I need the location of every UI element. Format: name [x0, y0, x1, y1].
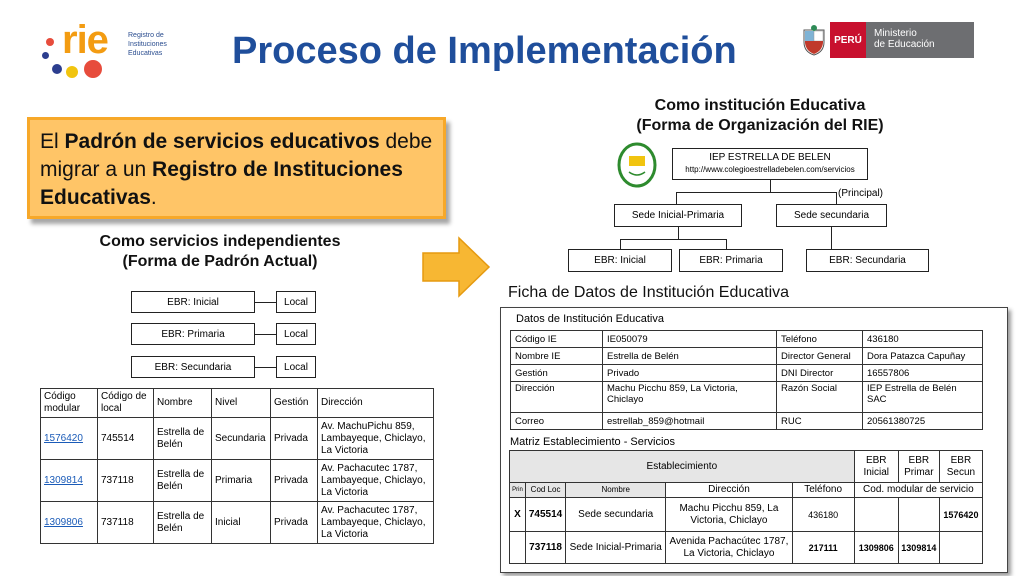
table-cell: 1309806 [854, 532, 898, 564]
table-cell: X [510, 498, 526, 532]
field-label: Director General [777, 348, 863, 365]
connector-line [836, 192, 837, 204]
table-cell: Estrella de Belén [154, 418, 212, 460]
sede-inicial-primaria-box: Sede Inicial-Primaria [614, 204, 742, 227]
table-cell: Sede Inicial-Primaria [566, 532, 666, 564]
org-root-url: http://www.colegioestrelladebelen.com/servicios [685, 165, 855, 174]
table-row [511, 331, 983, 348]
field-label: Nombre IE [511, 348, 603, 365]
column-header: Nombre [566, 483, 666, 498]
table-cell: 737118 [526, 532, 566, 564]
column-header: Cod Loc [526, 483, 566, 498]
column-header: Gestión [271, 389, 318, 418]
field-value: IE050079 [603, 331, 777, 348]
left-heading: Como servicios independientes (Forma de Padrón Actual) [99, 233, 341, 270]
service-box-primaria: EBR: Primaria [131, 323, 255, 345]
callout-box: El Padrón de servicios educativos debe migrar a un Registro de Instituciones Educativas. [27, 117, 446, 219]
column-header: Dirección [318, 389, 434, 418]
level-box-primaria: EBR: Primaria [679, 249, 783, 272]
table-row [510, 532, 983, 564]
table-row [510, 498, 983, 532]
datos-ie-table [510, 330, 983, 430]
right-heading: Como institución Educativa (Forma de Organización del RIE) [636, 97, 884, 134]
codigo-modular-link[interactable]: 1309814 [44, 474, 83, 486]
field-value: 20561380725 [863, 413, 983, 430]
logo-dot-red [46, 38, 54, 46]
table-cell: 436180 [792, 498, 854, 532]
right-arrow-icon [421, 236, 491, 298]
service-box-inicial: EBR: Inicial [131, 291, 255, 313]
connector-line [255, 334, 276, 335]
minedu-logo [798, 22, 974, 58]
org-root-name: IEP ESTRELLA DE BELEN [709, 152, 831, 163]
table-row [511, 382, 983, 413]
ficha-subtitle: Datos de Institución Educativa [516, 313, 664, 325]
logo-text: rie [62, 18, 108, 62]
table-cell: Av. MachuPichu 859, Lambayeque, Chiclayo, La Victoria [318, 418, 434, 460]
field-value: estrellab_859@hotmail [603, 413, 777, 430]
level-box-secundaria: EBR: Secundaria [806, 249, 929, 272]
field-value: Dora Patazca Capuñay [863, 348, 983, 365]
table-row [41, 502, 434, 544]
rie-logo [38, 20, 188, 82]
table-cell [898, 498, 939, 532]
column-header: Teléfono [792, 483, 854, 498]
table-row [511, 348, 983, 365]
logo-dot-yellow [66, 66, 78, 78]
codigo-modular-link[interactable]: 1576420 [44, 432, 83, 444]
local-box-secundaria: Local [276, 356, 316, 378]
local-box-primaria: Local [276, 323, 316, 345]
table-cell [939, 532, 982, 564]
connector-line [620, 239, 621, 249]
table-cell: 217111 [792, 532, 854, 564]
field-value: IEP Estrella de Belén SAC [863, 382, 983, 413]
establecimiento-header: Establecimiento [510, 451, 855, 483]
column-header: Nombre [154, 389, 212, 418]
principal-label: (Principal) [838, 188, 884, 199]
connector-line [255, 367, 276, 368]
field-value: 16557806 [863, 365, 983, 382]
field-label: Teléfono [777, 331, 863, 348]
table-cell: Sede secundaria [566, 498, 666, 532]
table-cell: Avenida Pachacútec 1787, La Victoria, Chiclayo [666, 532, 792, 564]
peru-label: PERÚ [830, 22, 866, 58]
column-header: Código modular [41, 389, 98, 418]
page-title: Proceso de Implementación [232, 30, 737, 72]
field-value: Estrella de Belén [603, 348, 777, 365]
table-cell: 1309814 [898, 532, 939, 564]
table-cell: 745514 [526, 498, 566, 532]
connector-line [678, 227, 679, 239]
table-cell: Secundaria [212, 418, 271, 460]
column-header: Código de local [98, 389, 154, 418]
field-label: Razón Social [777, 382, 863, 413]
connector-line [255, 302, 276, 303]
table-row [41, 460, 434, 502]
connector-line [620, 239, 726, 240]
table-cell: Estrella de Belén [154, 502, 212, 544]
table-cell [510, 532, 526, 564]
connector-line [831, 227, 832, 249]
codigo-modular-link[interactable]: 1309806 [44, 516, 83, 528]
column-header: EBR Inicial [854, 451, 898, 483]
table-cell: Inicial [212, 502, 271, 544]
service-box-secundaria: EBR: Secundaria [131, 356, 255, 378]
table-cell: Av. Pachacutec 1787, Lambayeque, Chiclayo, La Victoria [318, 502, 434, 544]
ministerio-label: Ministerio de Educación [866, 22, 974, 58]
column-header: Nivel [212, 389, 271, 418]
field-value: Machu Picchu 859, La Victoria, Chiclayo [603, 382, 777, 413]
table-header-row [41, 389, 434, 418]
table-cell: Privada [271, 418, 318, 460]
matrix-subheader-row [510, 483, 983, 498]
table-cell: 737118 [98, 502, 154, 544]
logo-dot-navy [52, 64, 62, 74]
table-cell: Estrella de Belén [154, 460, 212, 502]
matriz-table [509, 450, 983, 564]
table-cell: Primaria [212, 460, 271, 502]
connector-line [726, 239, 727, 249]
local-box-inicial: Local [276, 291, 316, 313]
table-cell: 745514 [98, 418, 154, 460]
logo-subtitle: Registro de Instituciones Educativas [128, 32, 167, 57]
matrix-header-row [510, 451, 983, 483]
column-header: Prin [510, 483, 526, 498]
level-box-inicial: EBR: Inicial [568, 249, 672, 272]
table-cell: Machu Picchu 859, La Victoria, Chiclayo [666, 498, 792, 532]
school-emblem-icon [617, 142, 657, 188]
ficha-title: Ficha de Datos de Institución Educativa [508, 284, 790, 301]
table-cell: 737118 [98, 460, 154, 502]
table-cell: Av. Pachacutec 1787, Lambayeque, Chiclayo, La Victoria [318, 460, 434, 502]
table-cell [854, 498, 898, 532]
column-header: EBR Primar [898, 451, 939, 483]
org-root-box [672, 148, 868, 180]
coat-of-arms-icon [800, 24, 828, 56]
field-value: 436180 [863, 331, 983, 348]
field-label: Correo [511, 413, 603, 430]
connector-line [676, 192, 677, 204]
table-cell: 1576420 [939, 498, 982, 532]
field-label: DNI Director [777, 365, 863, 382]
sede-secundaria-box: Sede secundaria [776, 204, 887, 227]
matrix-title: Matriz Establecimiento - Servicios [510, 436, 676, 448]
table-row [511, 365, 983, 382]
column-header: Cod. modular de servicio [854, 483, 982, 498]
connector-line [770, 180, 771, 192]
table-row [511, 413, 983, 430]
field-label: Código IE [511, 331, 603, 348]
column-header: Dirección [666, 483, 792, 498]
table-cell: Privada [271, 502, 318, 544]
logo-dot-blue [42, 52, 49, 59]
field-value: Privado [603, 365, 777, 382]
field-label: RUC [777, 413, 863, 430]
table-cell: Privada [271, 460, 318, 502]
table-row [41, 418, 434, 460]
connector-line [676, 192, 836, 193]
field-label: Dirección [511, 382, 603, 413]
field-label: Gestión [511, 365, 603, 382]
column-header: EBR Secun [939, 451, 982, 483]
padron-table [40, 388, 434, 544]
